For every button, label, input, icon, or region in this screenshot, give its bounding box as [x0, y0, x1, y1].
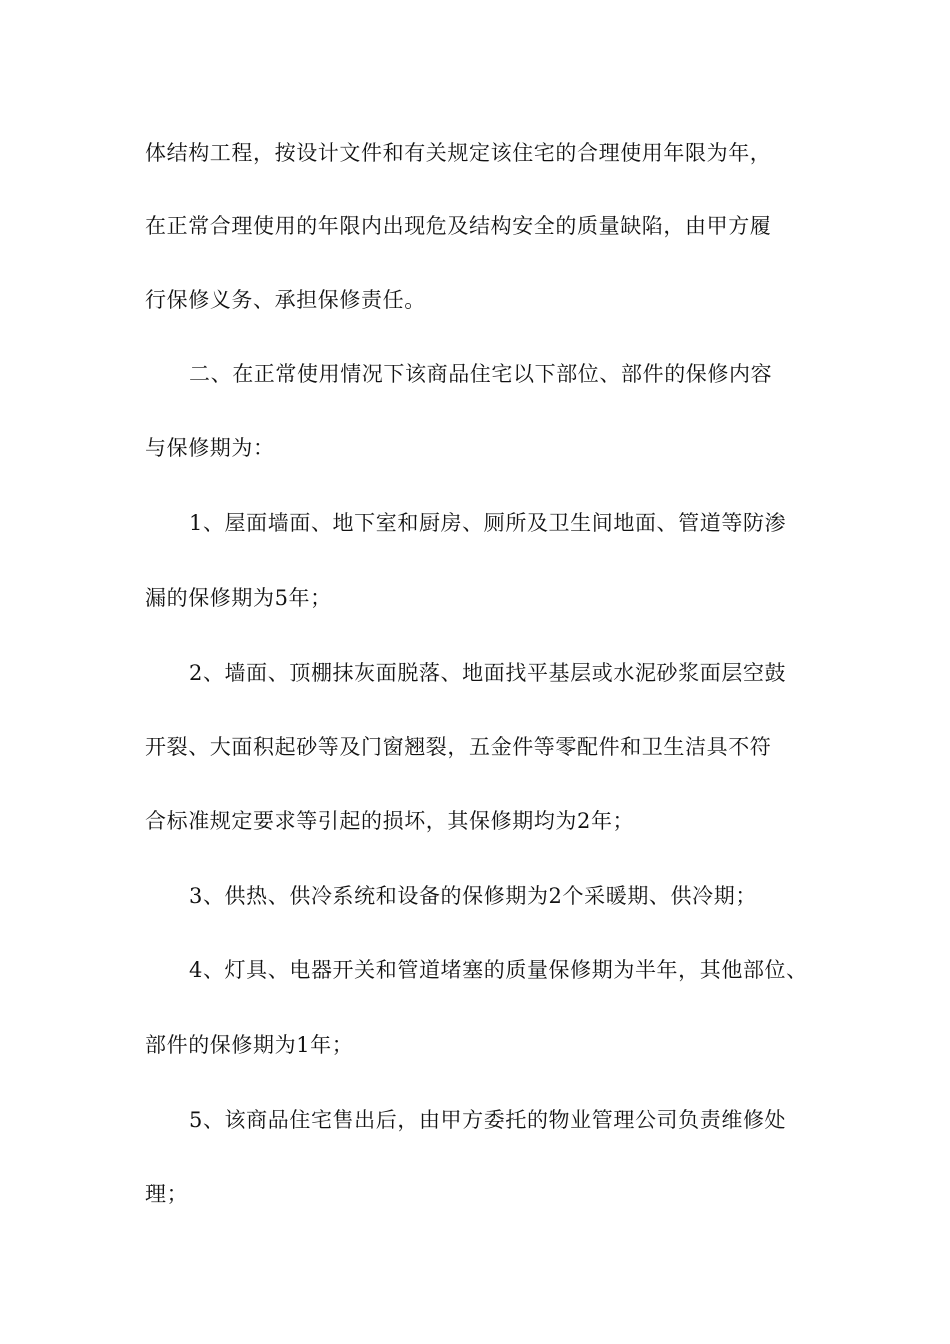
- text-line-1: 体结构工程，按设计文件和有关规定该住宅的合理使用年限为年，: [145, 141, 772, 165]
- text-line-3: 行保修义务、承担保修责任。: [145, 288, 426, 312]
- text-line-7: 漏的保修期为5年；: [145, 586, 332, 610]
- text-line-5: 与保修期为：: [145, 436, 275, 460]
- list-item-1: 1、屋面墙面、地下室和厨房、厕所及卫生间地面、管道等防渗: [189, 511, 787, 535]
- text-line-10: 合标准规定要求等引起的损坏，其保修期均为2年；: [145, 809, 635, 833]
- list-item-5: 5、该商品住宅售出后，由甲方委托的物业管理公司负责维修处: [189, 1108, 787, 1132]
- list-item-4: 4、灯具、电器开关和管道堵塞的质量保修期为半年，其他部位、: [189, 958, 808, 982]
- section-heading-2: 二、在正常使用情况下该商品住宅以下部位、部件的保修内容: [189, 362, 773, 386]
- text-line-13: 部件的保修期为1年；: [145, 1033, 354, 1057]
- list-item-2: 2、墙面、顶棚抹灰面脱落、地面找平基层或水泥砂浆面层空鼓: [189, 661, 787, 685]
- list-item-3: 3、供热、供冷系统和设备的保修期为2个采暖期、供冷期；: [189, 884, 757, 908]
- text-line-15: 理；: [145, 1182, 189, 1206]
- text-line-2: 在正常合理使用的年限内出现危及结构安全的质量缺陷，由甲方履: [145, 214, 772, 238]
- text-line-9: 开裂、大面积起砂等及门窗翘裂，五金件等零配件和卫生洁具不符: [145, 735, 772, 759]
